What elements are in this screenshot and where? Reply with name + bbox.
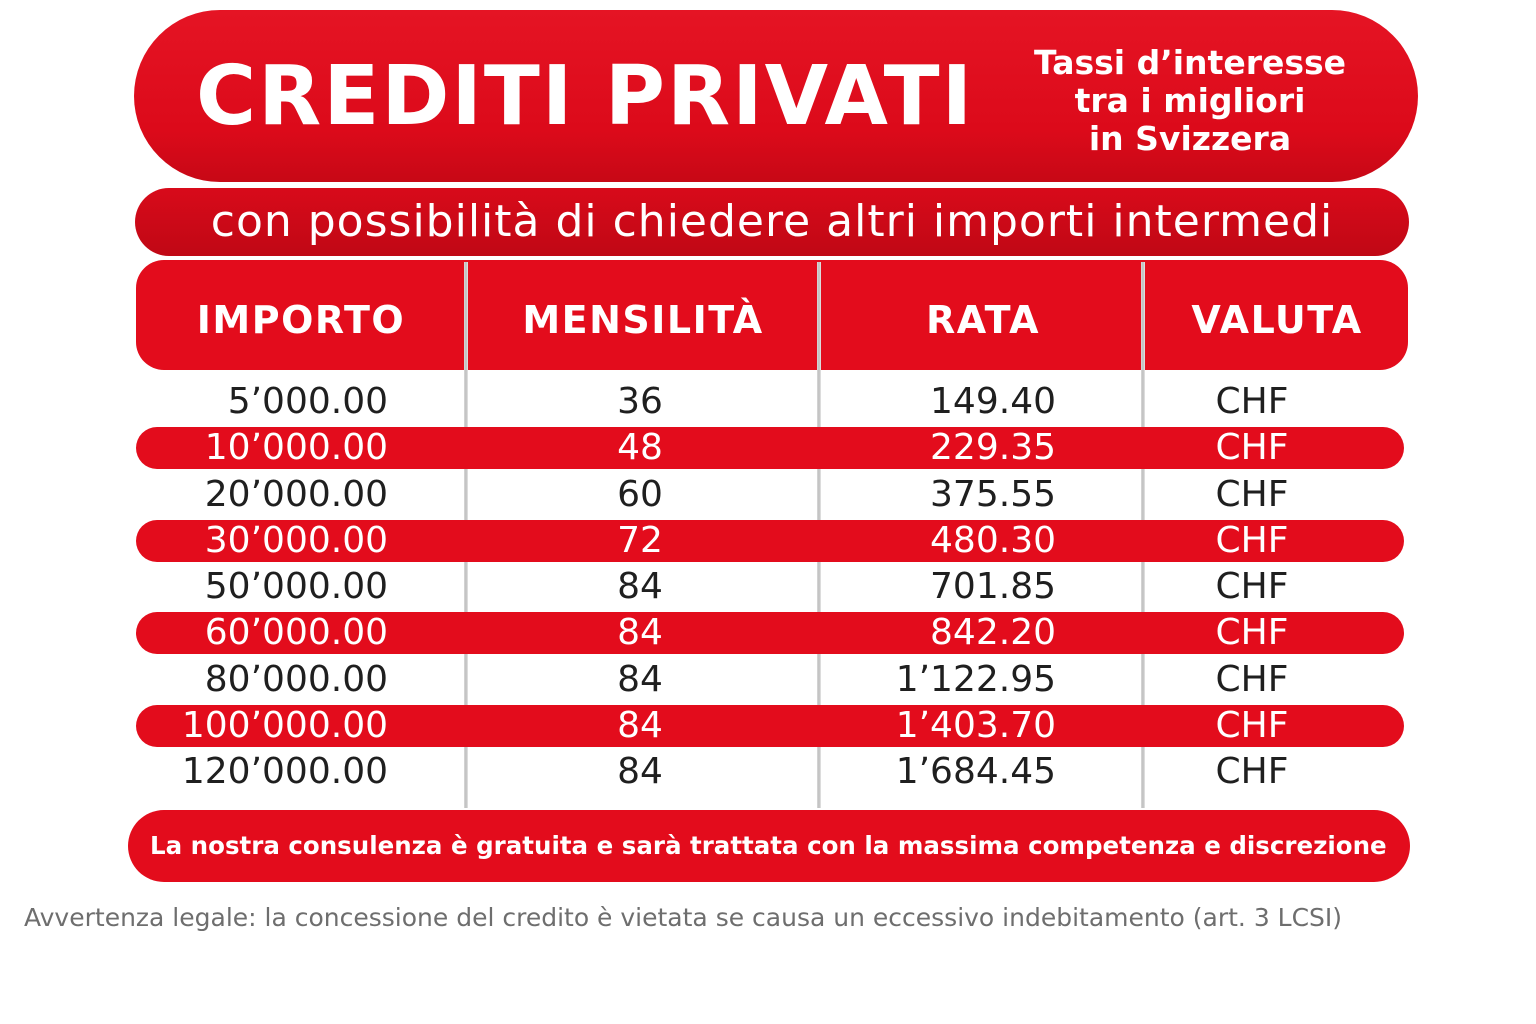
cell-importo: 60’000.00 — [204, 612, 388, 653]
cell-mensilita: 84 — [617, 659, 663, 700]
cell-importo: 100’000.00 — [181, 705, 388, 746]
cell-valuta: CHF — [1215, 520, 1289, 561]
cell-rata: 1’122.95 — [895, 659, 1056, 700]
cell-valuta: CHF — [1215, 427, 1289, 468]
column-header-importo: IMPORTO — [196, 298, 406, 342]
cell-rata: 229.35 — [930, 427, 1056, 468]
cell-valuta: CHF — [1215, 659, 1289, 700]
header-banner — [134, 10, 1418, 182]
column-header-valuta: VALUTA — [1191, 298, 1363, 342]
cell-mensilita: 84 — [617, 566, 663, 607]
tagline-line-2: tra i migliori — [1074, 81, 1306, 120]
cell-valuta: CHF — [1215, 612, 1289, 653]
cell-rata: 842.20 — [930, 612, 1056, 653]
table-header — [136, 260, 1408, 370]
cell-mensilita: 72 — [617, 520, 663, 561]
cell-mensilita: 36 — [617, 381, 663, 422]
page-title: CREDITI PRIVATI — [196, 49, 975, 144]
cell-rata: 480.30 — [930, 520, 1056, 561]
cell-importo: 20’000.00 — [204, 474, 388, 515]
cell-valuta: CHF — [1215, 751, 1289, 792]
cell-rata: 1’684.45 — [895, 751, 1056, 792]
cell-rata: 701.85 — [930, 566, 1056, 607]
cell-importo: 10’000.00 — [204, 427, 388, 468]
cell-valuta: CHF — [1215, 705, 1289, 746]
subheading-banner: con possibilità di chiedere altri importi intermedi — [135, 188, 1409, 256]
cell-rata: 1’403.70 — [895, 705, 1056, 746]
cell-mensilita: 60 — [617, 474, 663, 515]
column-header-mensilita: MENSILITÀ — [522, 298, 764, 342]
cell-mensilita: 84 — [617, 612, 663, 653]
cell-valuta: CHF — [1215, 381, 1289, 422]
footer-text: La nostra consulenza è gratuita e sarà trattata con la massima competenza e discrezione — [150, 831, 1387, 860]
cell-importo: 80’000.00 — [204, 659, 388, 700]
footer-banner — [128, 810, 1410, 882]
tagline-line-1: Tassi d’interesse — [1033, 43, 1347, 82]
cell-importo: 50’000.00 — [204, 566, 388, 607]
tagline-line-3: in Svizzera — [1088, 119, 1292, 158]
cell-mensilita: 84 — [617, 751, 663, 792]
cell-mensilita: 84 — [617, 705, 663, 746]
column-header-rata: RATA — [925, 298, 1041, 342]
cell-rata: 375.55 — [930, 474, 1056, 515]
cell-rata: 149.40 — [930, 381, 1056, 422]
cell-mensilita: 48 — [617, 427, 663, 468]
cell-importo: 5’000.00 — [227, 381, 388, 422]
cell-valuta: CHF — [1215, 474, 1289, 515]
cell-valuta: CHF — [1215, 566, 1289, 607]
legal-notice: Avvertenza legale: la concessione del credito è vietata se causa un eccessivo indebitamento (art. 3 LCSI) — [24, 903, 1343, 932]
header-tagline — [1012, 44, 1368, 158]
cell-importo: 30’000.00 — [204, 520, 388, 561]
cell-importo: 120’000.00 — [181, 751, 388, 792]
